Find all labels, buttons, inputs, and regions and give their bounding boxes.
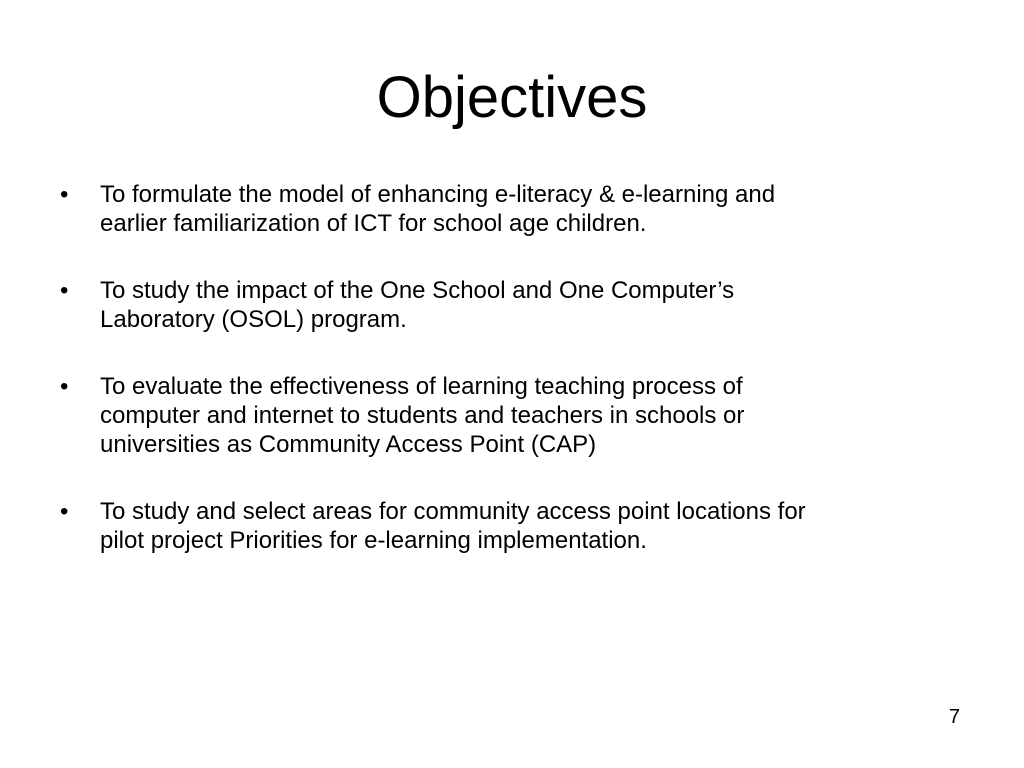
bullet-text [100, 276, 958, 334]
bullet-icon: • [60, 277, 69, 304]
bullet-line: universities as Community Access Point (CAP) [100, 431, 597, 458]
objectives-list [58, 180, 958, 555]
bullet-item [58, 276, 958, 334]
bullet-line: To evaluate the effectiveness of learning teaching process of [100, 373, 743, 400]
slide-title: Objectives [376, 65, 648, 130]
bullet-text [100, 180, 958, 238]
bullet-icon: • [60, 498, 69, 525]
bullet-line: To study and select areas for community access point locations for [100, 498, 806, 525]
bullet-line: pilot project Priorities for e-learning implementation. [100, 527, 647, 554]
bullet-item [58, 372, 958, 459]
bullet-line: To formulate the model of enhancing e-literacy & e-learning and [100, 181, 776, 208]
slide-number: 7 [948, 706, 960, 728]
bullet-text [100, 372, 958, 459]
bullet-line: Laboratory (OSOL) program. [100, 306, 407, 333]
bullet-item [58, 497, 958, 555]
bullet-icon: • [60, 181, 69, 208]
bullet-line: To study the impact of the One School and One Computer’s [100, 277, 735, 304]
bullet-text [100, 497, 958, 555]
bullet-item [58, 180, 958, 238]
bullet-line: earlier familiarization of ICT for school age children. [100, 210, 647, 237]
bullet-icon: • [60, 373, 69, 400]
bullet-line: computer and internet to students and teachers in schools or [100, 402, 745, 429]
